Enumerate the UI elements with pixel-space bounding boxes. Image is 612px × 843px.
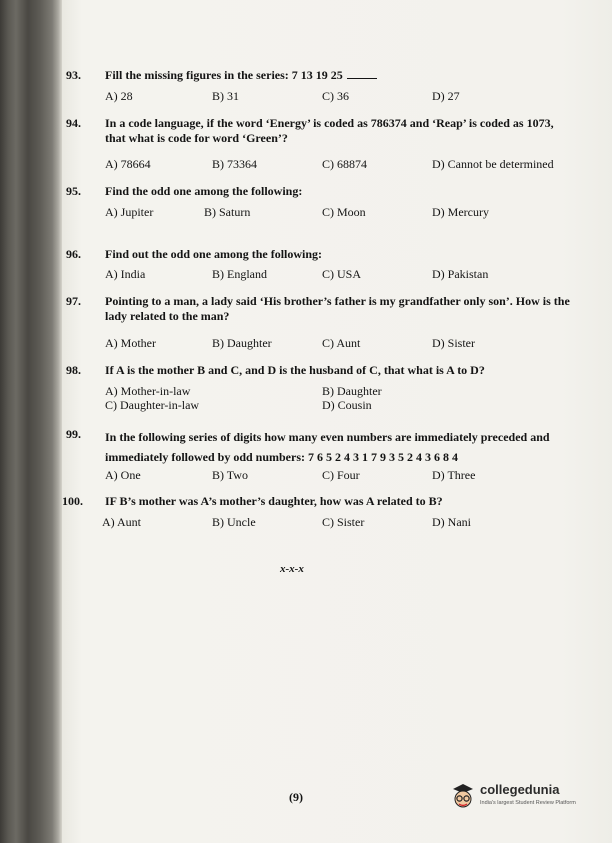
option-b: B) Saturn [204, 205, 251, 219]
option-c: C) Sister [322, 515, 365, 529]
option-a: A) Aunt [102, 515, 141, 529]
question-number: 93. [66, 68, 81, 82]
question-text: In the following series of digits how many even numbers are immediately preceded and immediately followed by odd numbers: 7 6 5 2 4 3 1 7 9 3 5 2 4 3 6 8 4 [105, 430, 550, 464]
page-number: (9) [289, 790, 303, 804]
question-number: 99. [66, 427, 81, 441]
mascot-icon [450, 780, 476, 810]
logo-name: collegedunia [480, 782, 560, 797]
option-b: B) Daughter [212, 336, 272, 350]
option-b: B) 31 [212, 89, 239, 103]
question-number: 96. [66, 247, 81, 261]
option-a: A) India [105, 267, 146, 281]
option-c: C) Daughter-in-law [105, 398, 200, 412]
question-text: If A is the mother B and C, and D is the husband of C, that what is A to D? [105, 363, 485, 377]
question-number: 98. [66, 363, 81, 377]
option-b: B) Daughter [322, 384, 382, 398]
option-c: C) 36 [322, 89, 349, 103]
option-c: C) Four [322, 468, 360, 482]
question-number: 97. [66, 294, 81, 308]
question-text: Fill the missing figures in the series: 7 13 19 25 [105, 68, 575, 83]
option-a: A) Mother [105, 336, 156, 350]
option-b: B) 73364 [212, 157, 257, 171]
option-d: D) Nani [432, 515, 471, 529]
option-d: D) Three [432, 468, 476, 482]
option-b: B) England [212, 267, 267, 281]
option-c: C) USA [322, 267, 362, 281]
question-text: In a code language, if the word ‘Energy’ is coded as 786374 and ‘Reap’ is coded as 1073, that what is code for word ‘Green’? [105, 116, 554, 145]
question-text: IF B’s mother was A’s mother’s daughter, how was A related to B? [105, 494, 443, 508]
logo-tagline: India's largest Student Review Platform [480, 800, 576, 806]
question-text: Find the odd one among the following: [105, 184, 303, 198]
collegedunia-logo [450, 778, 580, 814]
option-a: A) Jupiter [105, 205, 154, 219]
option-a: A) 28 [105, 89, 133, 103]
question-number: 94. [66, 116, 81, 130]
option-c: C) Moon [322, 205, 366, 219]
answer-blank [347, 78, 377, 79]
option-d: D) Mercury [432, 205, 489, 219]
option-b: B) Two [212, 468, 248, 482]
option-d: D) 27 [432, 89, 460, 103]
exam-page [62, 0, 612, 843]
option-d: D) Sister [432, 336, 475, 350]
option-c: C) 68874 [322, 157, 367, 171]
option-d: D) Pakistan [432, 267, 489, 281]
option-b: B) Uncle [212, 515, 256, 529]
option-a: A) One [105, 468, 141, 482]
option-a: A) Mother-in-law [105, 384, 191, 398]
question-number: 100. [62, 494, 83, 508]
question-number: 95. [66, 184, 81, 198]
option-d: D) Cannot be determined [432, 157, 554, 171]
option-d: D) Cousin [322, 398, 372, 412]
end-mark: x-x-x [280, 563, 304, 575]
question-text: Find out the odd one among the following: [105, 247, 323, 261]
option-c: C) Aunt [322, 336, 361, 350]
option-a: A) 78664 [105, 157, 151, 171]
book-binding [0, 0, 62, 843]
question-text: Pointing to a man, a lady said ‘His brother’s father is my grandfather only son’. How is the lady related to the man? [105, 294, 570, 323]
